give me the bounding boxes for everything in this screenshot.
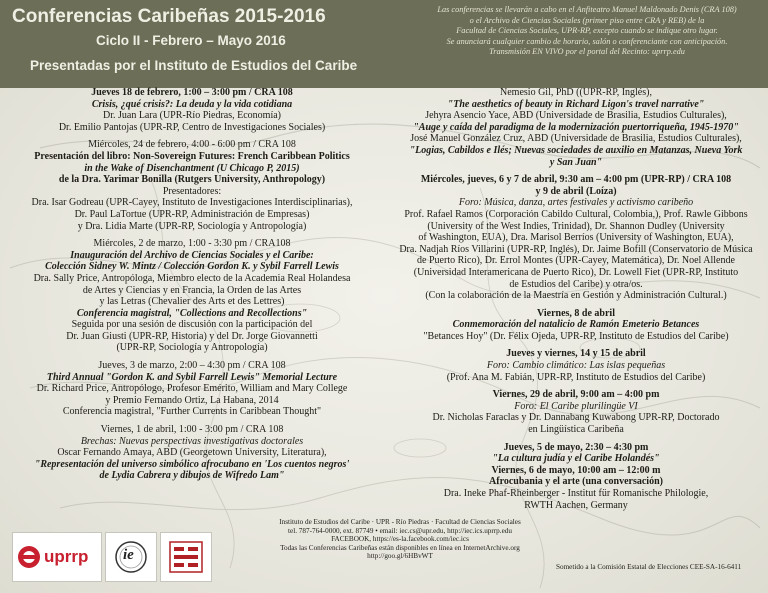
event-block (389, 174, 763, 302)
event-line: de Lydia Cabrera y dibujos de Wifredo Lam" (99, 470, 285, 482)
event-block (389, 308, 763, 343)
event-line: Foro: Cambio climático: Las islas pequeñas (486, 360, 666, 372)
event-line: "Logias, Cabildos e Ilés; Nuevas sociedades de auxilio en Matanzas, Nueva York (409, 144, 743, 156)
event-block (6, 238, 378, 354)
header-banner (0, 0, 768, 88)
event-line: Viernes, 29 de abril, 9:00 am – 4:00 pm (492, 389, 660, 401)
event-line: Dr. Richard Price, Antropólogo, Profesor Emérito, William and Mary College (36, 383, 348, 395)
event-line: Crisis, ¿qué crisis?: La deuda y la vida cotidiana (91, 98, 293, 110)
event-line: "Auge y caída del paradigma de la modernización puertorriqueña, 1945-1970" (413, 121, 739, 133)
event-line: (Universidad Interamericana de Puerto Rico), Dr. Lowell Fiet (UPR-RP, Instituto (413, 266, 739, 278)
venue-note-line: o el Archivo de Ciencias Sociales (primer piso entre CRA y REB) de la (469, 15, 705, 25)
event-line: Dr. Emilio Pantojas (UPR-RP, Centro de Investigaciones Sociales) (58, 121, 326, 133)
event-block (6, 360, 378, 418)
event-line: y San Juan" (549, 156, 603, 168)
event-line: Jueves, 3 de marzo, 2:00 – 4:30 pm / CRA 108 (98, 360, 286, 372)
event-line: de Puerto Rico), Dr. Errol Montes (UPR-Cayey, Matemática), Dr. Noel Allende (417, 255, 735, 267)
venue-note (412, 5, 762, 58)
ie-logo (105, 532, 157, 582)
event-line: of Washington, EUA), Dra. Marisol Berríos (University of Washington, EUA), (418, 232, 734, 244)
event-line: Presentación del libro: Non-Sovereign Futures: French Caribbean Politics (34, 150, 350, 162)
event-line: (UPR-RP, Sociología y Antropología) (116, 342, 268, 354)
event-line: (Prof. Ana M. Fabián, UPR-RP, Instituto de Estudios del Caribe) (446, 371, 706, 383)
event-line: Jehyra Asencio Yace, ABD (Universidade de Brasilia, Estudios Culturales), (425, 110, 727, 122)
event-line: José Manuel González Cruz, ABD (Universidade de Brasilia, Estudios Culturales), (410, 133, 742, 145)
event-block (6, 87, 378, 133)
event-block (389, 442, 763, 512)
event-line: (University of the West Indies, Trinidad), Dr. Shannon Dudley (University (427, 220, 725, 232)
event-line: Oscar Fernando Amaya, ABD (Georgetown University, Literatura), (57, 447, 327, 459)
event-line: Colección Sidney W. Mintz / Colección Gordon K. y Sybil Farrell Lewis (45, 261, 339, 273)
event-block (6, 139, 378, 232)
uprrp-logo-text: uprrp (44, 547, 89, 566)
poster-title: Conferencias Caribeñas 2015-2016 (12, 6, 326, 27)
venue-note-line: Se anunciará cualquier cambio de horario, salón o conferenciante con anticipación. (446, 36, 728, 46)
event-line: "Representación del universo simbólico afrocubano en 'Los cuentos negros' (34, 458, 350, 470)
event-line: Seguida por una sesión de discusión con la participación del (71, 319, 313, 331)
event-line: Miércoles, jueves, 6 y 7 de abril, 9:30 am – 4:00 pm (UPR-RP) / CRA 108 (420, 174, 732, 186)
event-line: Miércoles, 2 de marzo, 1:00 - 3:30 pm / CRA108 (93, 238, 291, 250)
right-events-column (389, 87, 763, 517)
event-line: Dr. Paul LaTortue (UPR-RP, Administración de Empresas) (74, 208, 310, 220)
event-line: Dr. Nicholas Faraclas y Dr. Dannabang Kuwabong UPR-RP, Doctorado (432, 412, 720, 424)
event-line: Dr. Juan Giusti (UPR-RP, Historia) y del Dr. Jorge Giovannetti (66, 330, 318, 342)
footer-line: tel. 787-764-0000, ext. 87749 • email: iec.cs@upr.edu, http://iec.ics.uprrp.edu (288, 526, 512, 535)
event-line: y Dra. Lidia Marte (UPR-RP, Sociología y Antropología) (77, 220, 307, 232)
event-line: de la Dra. Yarimar Bonilla (Rutgers University, Anthropology) (58, 174, 326, 186)
commission-notice: Sometido a la Comisión Estatal de Elecciones CEE-SA-16-6411 (556, 563, 742, 571)
event-line: "La cultura judía y el Caribe Holandés" (492, 453, 660, 465)
event-line: Viernes, 1 de abril, 1:00 - 3:00 pm / CRA 108 (100, 424, 284, 436)
uprrp-logo (12, 532, 102, 582)
event-line: Jueves 18 de febrero, 1:00 – 3:00 pm / CRA 108 (91, 87, 293, 98)
event-line: de Estudios del Caribe) y otra/os. (509, 278, 643, 290)
cycle-subtitle: Ciclo II - Febrero – Mayo 2016 (96, 33, 286, 48)
footer-line: FACEBOOK, https://es-la.facebook.com/iec.ics (331, 535, 469, 544)
venue-note-line: Facultad de Ciencias Sociales, UPR-RP, excepto cuando se indique otro lugar. (456, 26, 718, 36)
event-line: y Premio Fernando Ortiz, La Habana, 2014 (105, 394, 279, 406)
event-line: Prof. Rafael Ramos (Corporación Cabildo Cultural, Colombia,), Prof. Rawle Gibbons (404, 208, 748, 220)
footer-line: Instituto de Estudios del Caribe · UPR - Río Piedras · Facultad de Ciencias Sociales (279, 518, 521, 526)
venue-note-line: Las conferencias se llevarán a cabo en el Anfiteatro Manuel Maldonado Denis (CRA 108) (437, 5, 737, 14)
event-line: Dra. Ineke Phaf-Rheinberger - Institut für Romanische Philologie, (443, 488, 709, 499)
event-line: Inauguración del Archivo de Ciencias Sociales y el Caribe: (70, 249, 314, 261)
event-line: Foro: Música, danza, artes festivales y activismo caribeño (458, 197, 694, 209)
event-line: (Con la colaboración de la Maestría en Gestión y Administración Cultural.) (425, 290, 727, 302)
event-block (389, 389, 763, 435)
footer-line: http://goo.gl/6HBvWT (367, 552, 433, 561)
footer-contact (250, 518, 550, 561)
event-line: Conferencia magistral, "Further Currents in Caribbean Thought" (62, 406, 322, 418)
event-line: Viernes, 8 de abril (537, 307, 615, 319)
event-line: Dra. Isar Godreau (UPR-Cayey, Instituto de Investigaciones Interdisciplinarias), (31, 197, 353, 209)
event-block (6, 424, 378, 482)
event-line: y 9 de abril (Loíza) (535, 185, 617, 197)
event-block (389, 87, 763, 168)
event-line: y las Letras (Chevalier des Arts et des Lettres) (99, 296, 285, 308)
event-line: RWTH Aachen, Germany (524, 499, 628, 511)
event-line: Presentadores: (162, 185, 222, 197)
event-line: Dra. Sally Price, Antropóloga, Miembro electo de la Academia Real Holandesa (33, 272, 351, 284)
event-line: Viernes, 6 de mayo, 10:00 am – 12:00 m (491, 464, 661, 476)
event-line: Third Annual "Gordon K. and Sybil Farrell Lewis" Memorial Lecture (46, 371, 338, 383)
ie-logo-text: ie (123, 547, 134, 563)
event-line: Conmemoración del natalicio de Ramón Emeterio Betances (452, 319, 700, 331)
logo-strip (12, 532, 217, 580)
event-line: Jueves, 5 de mayo, 2:30 – 4:30 pm (503, 441, 649, 453)
event-line: Nemesio Gil, PhD ((UPR-RP, Inglés), (500, 87, 652, 98)
faculty-logo (160, 532, 212, 582)
event-line: Dr. Juan Lara (UPR-Río Piedras, Economía) (102, 110, 282, 122)
event-line: in the Wake of Disenchantment (U Chicago P, 2015) (84, 162, 300, 174)
left-events-column (6, 87, 378, 488)
event-line: en Lingüística Caribeña (528, 424, 624, 436)
event-line: de Artes y Ciencias y en Francia, la Orden de las Artes (82, 284, 302, 296)
event-line: "The aesthetics of beauty in Richard Ligon's travel narrative" (447, 98, 705, 110)
event-line: Conferencia magistral, "Collections and Recollections" (76, 307, 308, 319)
event-line: Miércoles, 24 de febrero, 4:00 - 6:00 pm / CRA 108 (88, 139, 296, 151)
venue-note-line: Transmisión EN VIVO por el portal del Recinto: uprrp.edu (489, 47, 685, 57)
event-line: Brechas: Nuevas perspectivas investigativas doctorales (80, 435, 304, 447)
event-line: Afrocubania y el arte (una conversación) (489, 476, 663, 488)
event-line: Foro: El Caribe plurilingüe VI (514, 400, 638, 412)
event-line: Dra. Nadjah Ríos Villarini (UPR-RP, Inglés), Dr. Jaime Bofill (Conservatorio de Música (399, 243, 753, 255)
footer-line: Todas las Conferencias Caribeñas están disponibles en línea en InternetArchive.org (280, 543, 520, 552)
event-line: Jueves y viernes, 14 y 15 de abril (506, 348, 646, 360)
event-line: "Betances Hoy" (Dr. Félix Ojeda, UPR-RP, Instituto de Estudios del Caribe) (423, 330, 729, 342)
presented-by: Presentadas por el Instituto de Estudios del Caribe (30, 58, 358, 73)
event-block (389, 348, 763, 383)
